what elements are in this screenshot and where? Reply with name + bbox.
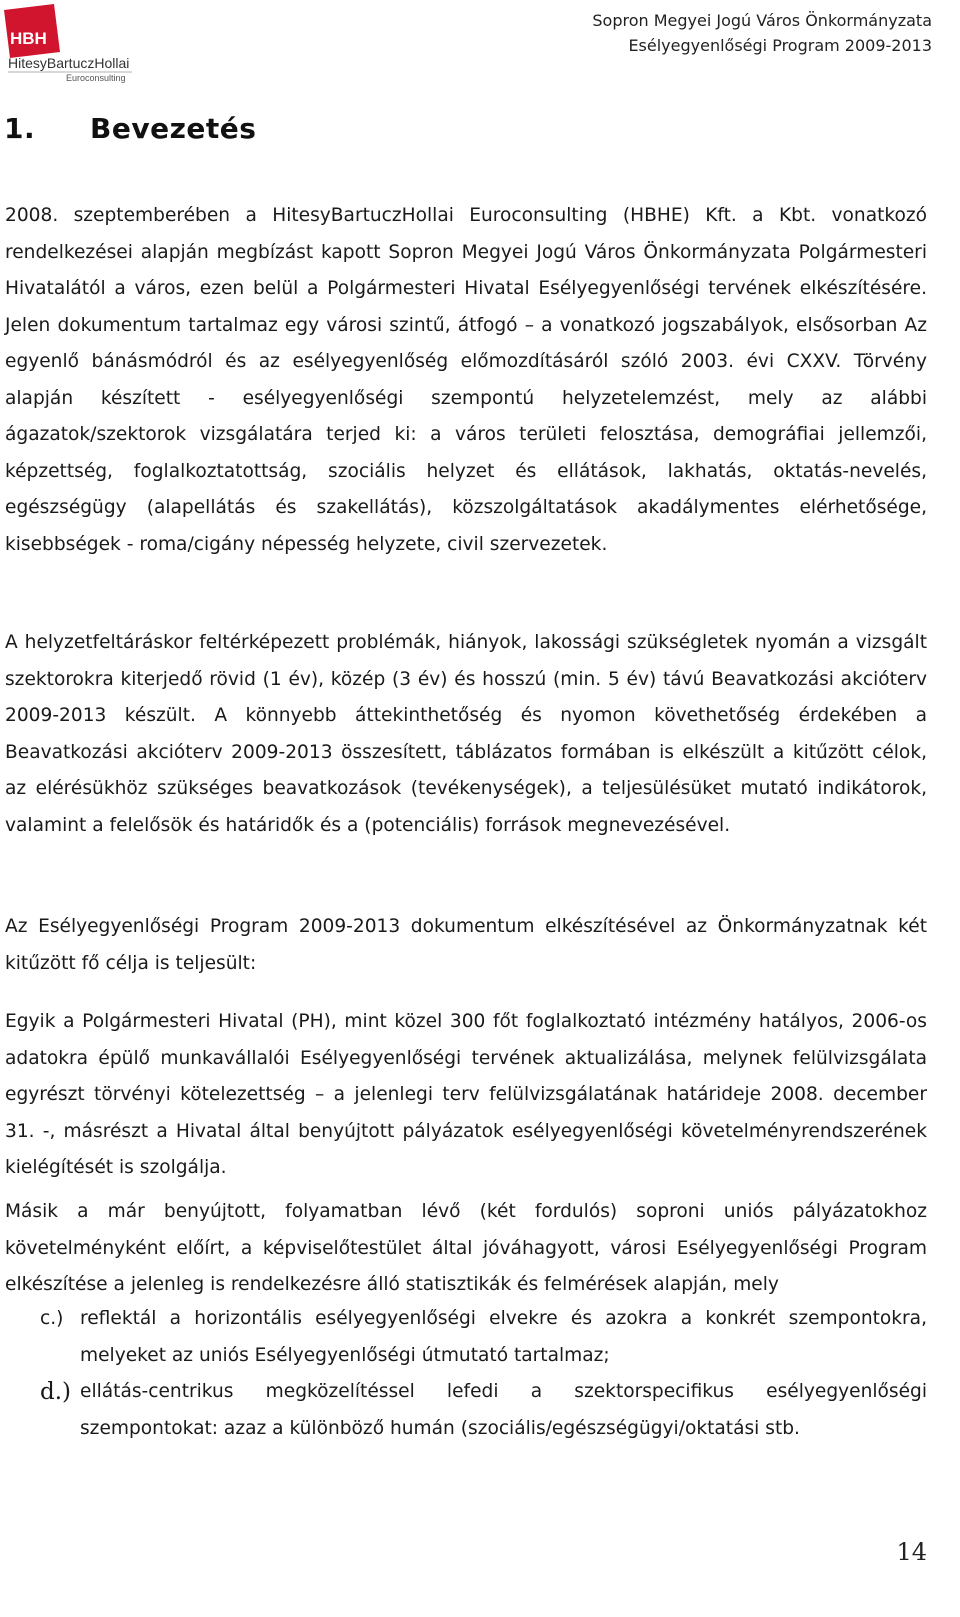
- paragraph-2: [5, 625, 927, 844]
- paragraph-text: Másik a már benyújtott, folyamatban lévő (két fordulós) soproni uniós pályázatokhoz követelményként előírt, a képviselőtestület által jóváhagyott, városi Esélyegyenlőségi Program elkészítése a jelenleg is rendelkezésre álló statisztikák és felmérések alapján, mely: [5, 1201, 927, 1295]
- paragraph-4: [5, 1004, 927, 1187]
- header-line-1: Sopron Megyei Jogú Város Önkormányzata: [592, 11, 932, 30]
- paragraph-3: [5, 909, 927, 982]
- company-logo: [4, 4, 134, 84]
- paragraph-1: [5, 198, 927, 563]
- logo-badge-text: HBH: [10, 29, 47, 48]
- list-item: [5, 1374, 927, 1447]
- list-marker: c.): [40, 1308, 64, 1329]
- paragraph-text: A helyzetfeltáráskor feltérképezett problémák, hiányok, lakossági szükségletek nyomán a vizsgált szektorokra kiterjedő rövid (1 év), közép (3 év) és hosszú (min. 5 év) távú Beavatkozási akcióterv 2009-2013 készült. A könnyebb áttekinthetőség és nyomon követhetőség érdekében a Beavatkozási akcióterv 2009-2013 összesített, táblázatos formában is elkészült a kitűzött célok, az elérésükhöz szükséges beavatkozások (tevékenységek), a teljesülésüket mutató indikátorok, valamint a felelősök és határidők és a (potenciális) források megnevezésével.: [5, 632, 927, 836]
- header-line-2: Esélyegyenlőségi Program 2009-2013: [628, 36, 932, 55]
- paragraph-text: 2008. szeptemberében a HitesyBartuczHollai Euroconsulting (HBHE) Kft. a Kbt. vonatkozó rendelkezései alapján megbízást kapott Sopron Megyei Jogú Város Önkormányzata Polgármesteri Hivatalától a város, ezen belül a Polgármesteri Hivatal Esélyegyenlőségi tervének elkészítésére. Jelen dokumentum tartalmaz egy városi szintű, átfogó – a vonatkozó jogszabályok, elsősorban Az egyenlő bánásmódról és az esélyegyenlőség előmozdításáról szóló 2003. évi CXXV. Törvény alapján készített - esélyegyenlőségi szempontú helyzetelemzést, mely az alábbi ágazatok/szektorok vizsgálatára terjed ki: a város területi felosztása, demográfiai jellemzői, képzettség, foglalkoztatottság, szociális helyzet és ellátások, lakhatás, oktatás-nevelés, egészségügy (alapellátás és szakellátás), közszolgáltatások akadálymentes elérhetősége, kisebbségek - roma/cigány népesség helyzete, civil szervezetek.: [5, 205, 927, 555]
- document-header: [592, 8, 932, 58]
- section-number: 1.: [4, 112, 36, 145]
- logo-graphic: [4, 4, 134, 84]
- section-heading: [4, 112, 256, 145]
- paragraph-5: [5, 1194, 927, 1304]
- list-item: [5, 1301, 927, 1374]
- list-item-text: ellátás-centrikus megközelítéssel lefedi a szektorspecifikus esélyegyenlőségi szempontokat: azaz a különböző humán (szociális/egészségügyi/oktatási stb.: [80, 1381, 927, 1439]
- section-title: Bevezetés: [90, 112, 257, 145]
- logo-name: HitesyBartuczHollai: [8, 55, 130, 71]
- paragraph-text: Egyik a Polgármesteri Hivatal (PH), mint közel 300 főt foglalkoztató intézmény hatályos, 2006-os adatokra épülő munkavállalói Esélyegyenlőségi tervének aktualizálása, melynek felülvizsgálata egyrészt törvényi kötelezettség – a jelenlegi terv felülvizsgálatának határideje 2008. december 31. -, másrészt a Hivatal által benyújtott pályázatok esélyegyenlőségi követelményrendszerének kielégítését is szolgálja.: [5, 1011, 927, 1178]
- logo-sub: Euroconsulting: [66, 73, 126, 83]
- list-marker: d.): [40, 1379, 72, 1405]
- page-number: 14: [896, 1538, 927, 1566]
- paragraph-text: Az Esélyegyenlőségi Program 2009-2013 dokumentum elkészítésével az Önkormányzatnak két kitűzött fő célja is teljesült:: [5, 916, 927, 974]
- goals-list: [5, 1301, 927, 1447]
- list-item-text: reflektál a horizontális esélyegyenlőségi elvekre és azokra a konkrét szempontokra, melyeket az uniós Esélyegyenlőségi útmutató tartalmaz;: [80, 1308, 927, 1366]
